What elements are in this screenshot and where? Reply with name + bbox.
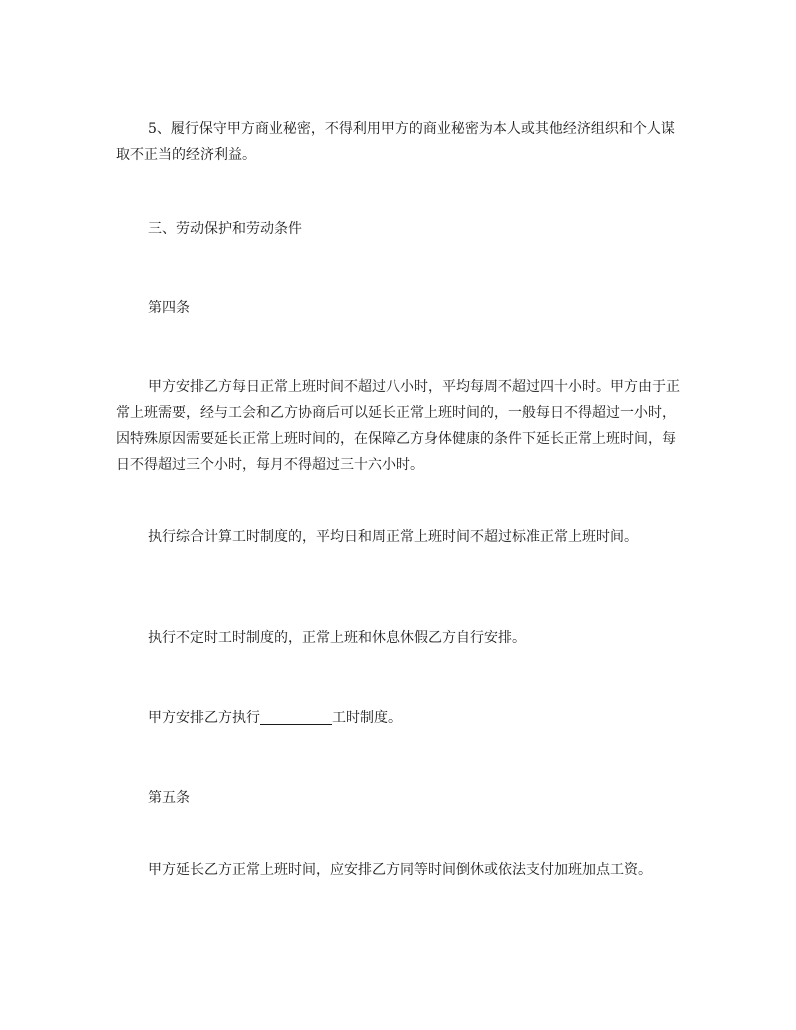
hours-system-blank-line[interactable] xyxy=(260,708,332,725)
paragraph-overtime-compensation: 甲方延长乙方正常上班时间，应安排乙方同等时间倒休或依法支付加班加点工资。 xyxy=(148,862,652,878)
paragraph-trade-secret: 5、履行保守甲方商业秘密，不得利用甲方的商业秘密为本人或其他经济组织和个人谋取不正当的经济利益。 xyxy=(116,121,675,163)
article-heading-4: 第四条 xyxy=(148,300,190,316)
paragraph-hours-system xyxy=(116,705,686,731)
hours-system-text-after: 工时制度。 xyxy=(332,710,402,726)
article-heading-5: 第五条 xyxy=(148,790,190,806)
paragraph-flexible-hours: 执行不定时工时制度的，正常上班和休息休假乙方自行安排。 xyxy=(148,630,526,646)
section-heading-labor-protection: 三、劳动保护和劳动条件 xyxy=(148,221,302,237)
paragraph-comprehensive-hours: 执行综合计算工时制度的，平均日和周正常上班时间不超过标准正常上班时间。 xyxy=(148,529,638,545)
paragraph-working-hours: 甲方安排乙方每日正常上班时间不超过八小时，平均每周不超过四十小时。甲方由于正常上班需要，经与工会和乙方协商后可以延长正常上班时间的，一般每日不得超过一小时，因特殊原因需要延长正常上班时间的，在保障乙方身体健康的条件下延长正常上班时间，每日不得超过三个小时，每月不得超过三十六小时。 xyxy=(116,379,680,473)
hours-system-text-before: 甲方安排乙方执行 xyxy=(148,710,260,726)
